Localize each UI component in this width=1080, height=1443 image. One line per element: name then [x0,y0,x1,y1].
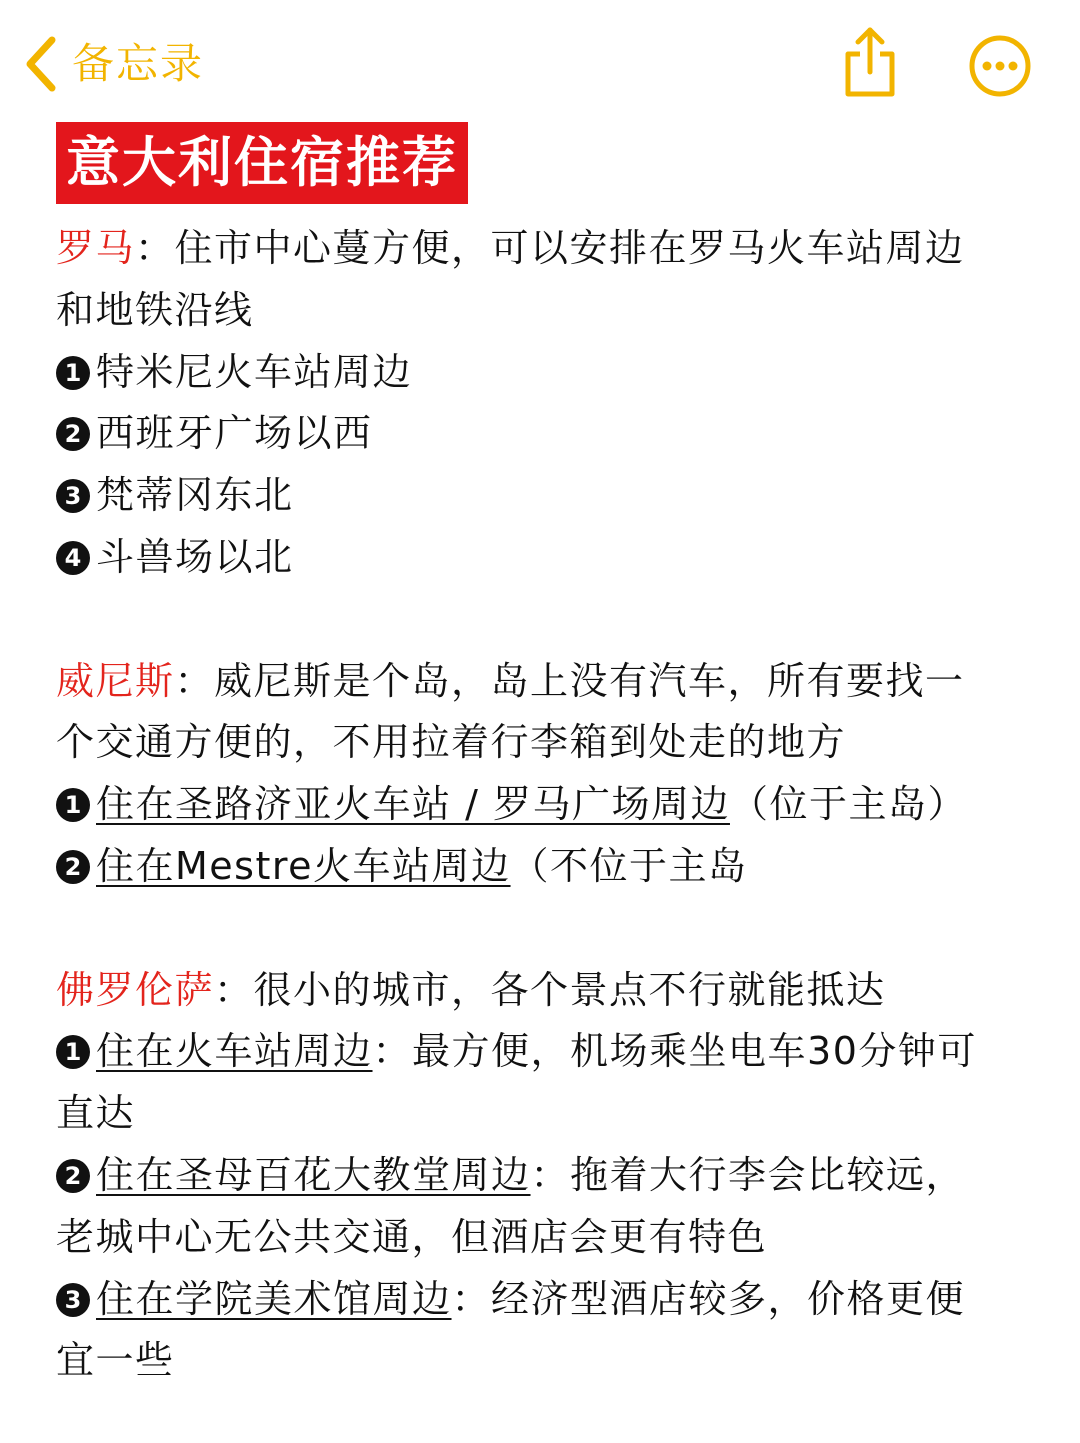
more-button[interactable] [968,34,1032,102]
navigation-bar [0,0,1080,120]
list-item-cont: 老城中心无公共交通，但酒店会更有特色 [56,1214,768,1259]
list-item [56,403,1016,465]
venice-intro [56,651,1016,713]
underlined-text: 住在学院美术馆周边 [96,1276,452,1321]
item-text: 特米尼火车站周边 [96,349,413,394]
venice-intro-cont: 个交通方便的，不用拉着行李箱到处走的地方 [56,720,847,765]
note-body[interactable] [56,218,1016,1392]
separator: ： [135,226,175,270]
item-text: 梵蒂冈东北 [96,473,294,518]
list-item [56,1145,1016,1207]
back-button[interactable] [22,34,204,94]
back-label: 备忘录 [72,39,205,88]
rome-intro-cont: 和地铁沿线 [56,287,254,332]
number-badge: 4 [56,541,90,575]
number-badge: 1 [56,356,90,390]
underlined-text: 住在圣母百花大教堂周边 [96,1152,531,1197]
item-text: ：经济型酒店较多，价格更便 [451,1276,966,1321]
number-badge: 2 [56,1159,90,1193]
share-icon [840,26,900,98]
number-badge: 2 [56,417,90,451]
intro-text: 威尼斯是个岛，岛上没有汽车，所有要找一 [214,658,965,703]
separator: ： [214,967,254,1012]
underlined-text: 住在Mestre火车站周边 [96,843,511,888]
rome-intro [56,218,1016,280]
item-text: 斗兽场以北 [96,534,294,579]
underlined-text: 住在圣路济亚火车站 / 罗马广场周边 [96,782,730,827]
intro-text: 很小的城市，各个景点不行就能抵达 [253,967,886,1012]
number-badge: 2 [56,850,90,884]
intro-text: 住市中心蔓方便，可以安排在罗马火车站周边 [174,226,965,270]
more-icon [968,34,1032,98]
note-title: 意大利住宿推荐 [56,122,468,204]
item-note: （不位于主岛 [510,843,748,888]
item-text: ：最方便，机场乘坐电车30分钟可 [372,1029,977,1074]
underlined-text: 住在火车站周边 [96,1029,373,1074]
share-button[interactable] [840,26,900,102]
number-badge: 3 [56,1283,90,1317]
separator: ： [174,658,215,703]
list-item [56,465,1016,527]
list-item-cont: 直达 [56,1091,136,1136]
city-name: 威尼斯 [56,658,175,703]
list-item [56,774,1016,836]
number-badge: 3 [56,479,90,513]
list-item [56,342,1016,404]
florence-intro [56,960,1016,1022]
chevron-left-icon [22,34,58,94]
list-item [56,527,1016,589]
list-item-cont: 宜一些 [56,1338,175,1383]
city-name: 佛罗伦萨 [56,967,215,1012]
item-note: （位于主岛） [729,782,967,827]
list-item [56,1269,1016,1331]
list-item [56,836,1016,898]
number-badge: 1 [56,1035,90,1069]
number-badge: 1 [56,788,90,822]
note-title-block [56,122,468,204]
item-text: ：拖着大行李会比较远， [530,1152,966,1197]
city-name: 罗马 [56,226,136,270]
list-item [56,1021,1016,1083]
blank-line [56,589,1016,651]
item-text: 西班牙广场以西 [96,411,373,456]
blank-line [56,898,1016,960]
